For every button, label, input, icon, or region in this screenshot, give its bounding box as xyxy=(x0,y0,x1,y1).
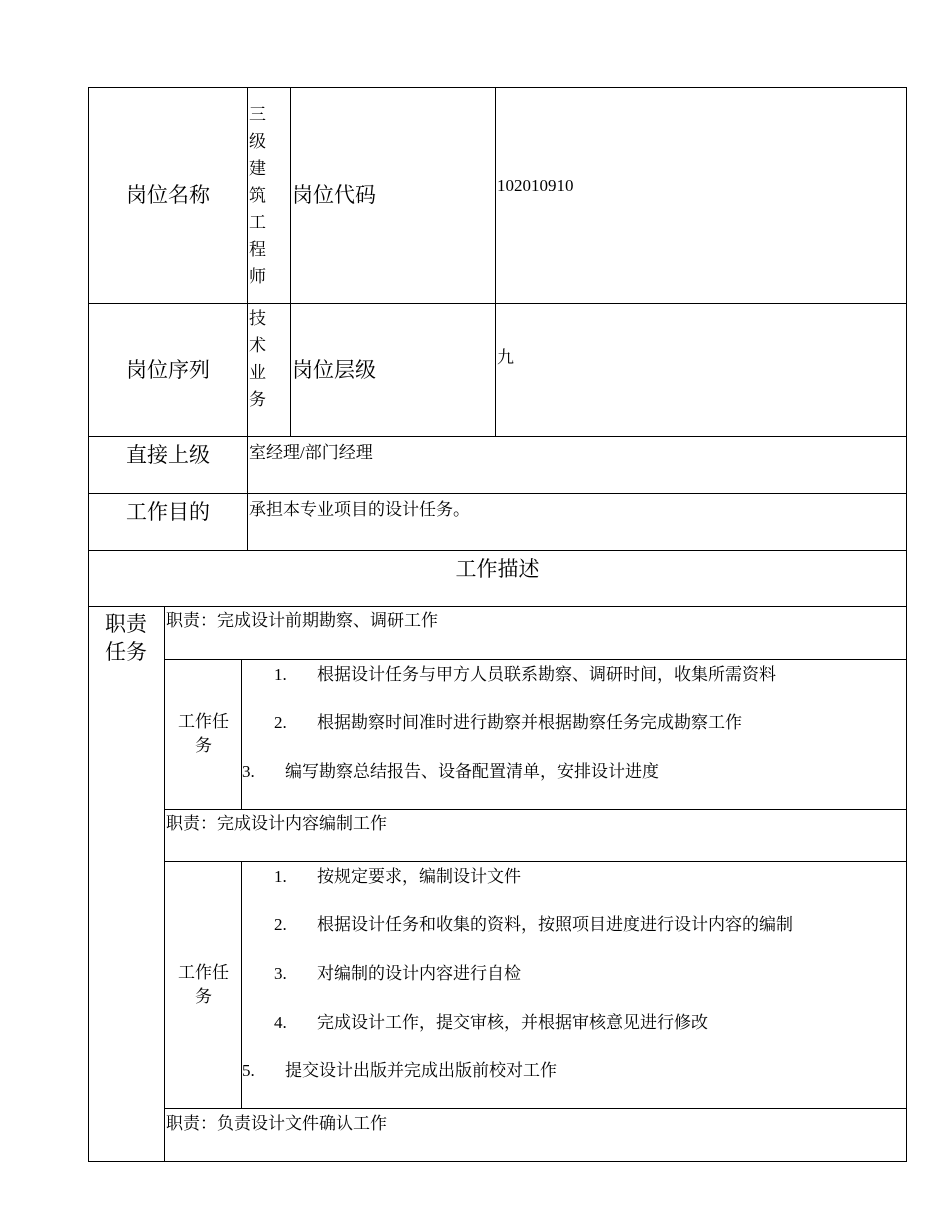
row-divider xyxy=(164,1108,907,1109)
task-item xyxy=(274,663,776,687)
task-num: 3. xyxy=(274,964,287,983)
task-text: 提交设计出版并完成出版前校对工作 xyxy=(285,1061,557,1080)
table-border-right xyxy=(906,87,907,1162)
duties-label: 职责任务 xyxy=(105,612,147,664)
superior-value: 室经理/部门经理 xyxy=(249,443,373,462)
sequence-label: 岗位序列 xyxy=(126,357,210,382)
level-label: 岗位层级 xyxy=(292,357,376,382)
purpose-label: 工作目的 xyxy=(126,500,210,524)
task-num: 1. xyxy=(274,665,287,684)
table-border-bottom xyxy=(88,1161,907,1162)
col-divider xyxy=(495,87,496,436)
task-text: 按规定要求，编制设计文件 xyxy=(317,867,521,886)
task-item xyxy=(242,760,659,784)
task-item xyxy=(274,711,742,735)
position-name-value: 三级建筑工程师 xyxy=(249,104,266,286)
col-divider xyxy=(290,87,291,436)
task-text: 根据设计任务和收集的资料，按照项目进度进行设计内容的编制 xyxy=(317,915,793,934)
position-code-label: 岗位代码 xyxy=(292,183,376,207)
duty-title: 职责：完成设计内容编制工作 xyxy=(166,814,387,833)
level-value: 九 xyxy=(497,348,514,367)
duties-col-divider xyxy=(164,606,165,1162)
task-num: 4. xyxy=(274,1013,287,1032)
task-num: 3. xyxy=(242,762,255,781)
task-num: 2. xyxy=(274,713,287,732)
row-divider xyxy=(88,436,907,437)
sequence-value: 技术业务 xyxy=(249,309,266,409)
row-divider xyxy=(88,493,907,494)
task-item xyxy=(274,962,521,986)
task-text: 根据勘察时间准时进行勘察并根据勘察任务完成勘察工作 xyxy=(317,713,742,732)
task-text: 根据设计任务与甲方人员联系勘察、调研时间，收集所需资料 xyxy=(317,665,776,684)
position-code-value: 102010910 xyxy=(497,176,574,195)
sequence-cell xyxy=(249,305,290,436)
superior-label: 直接上级 xyxy=(126,443,210,467)
task-item xyxy=(274,1011,708,1035)
tasks-label: 工作任务 xyxy=(178,962,229,1006)
purpose-value: 承担本专业项目的设计任务。 xyxy=(249,500,470,519)
row-divider xyxy=(164,861,907,862)
col-divider xyxy=(241,659,242,809)
position-name-label: 岗位名称 xyxy=(126,183,210,207)
task-text: 对编制的设计内容进行自检 xyxy=(317,964,521,983)
task-num: 2. xyxy=(274,915,287,934)
task-text: 编写勘察总结报告、设备配置清单，安排设计进度 xyxy=(285,762,659,781)
row-divider xyxy=(88,606,907,607)
row-divider xyxy=(88,550,907,551)
task-item xyxy=(274,865,521,889)
row-divider xyxy=(164,809,907,810)
task-item xyxy=(274,913,793,937)
task-text: 完成设计工作，提交审核，并根据审核意见进行修改 xyxy=(317,1013,708,1032)
row-divider xyxy=(164,659,907,660)
position-name-cell xyxy=(249,87,290,303)
duty-title: 职责：完成设计前期勘察、调研工作 xyxy=(166,611,438,630)
job-description-table xyxy=(88,87,907,1162)
task-item xyxy=(242,1059,557,1083)
duty-title: 职责：负责设计文件确认工作 xyxy=(166,1114,387,1133)
task-num: 5. xyxy=(242,1061,255,1080)
tasks-label: 工作任务 xyxy=(178,712,229,755)
task-num: 1. xyxy=(274,867,287,886)
description-title: 工作描述 xyxy=(455,557,540,581)
